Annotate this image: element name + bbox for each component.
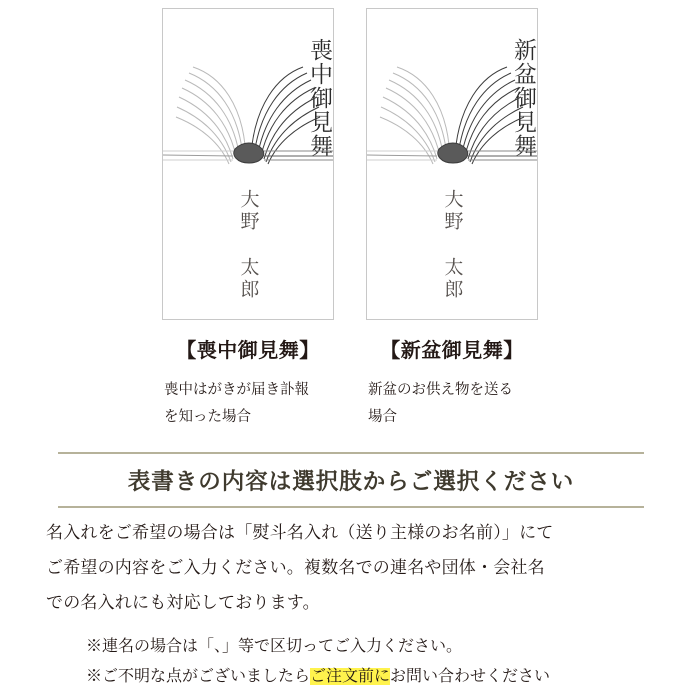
section-banner [58,452,644,508]
noshi-description-line-1: 新盆のお供え物を送る [368,382,513,398]
noshi-sender-name-text: 大野 太郎 [441,189,463,301]
noshi-description-line-2: 場合 [368,408,397,425]
body-line-2: ご希望の内容をご入力ください。複数名での連名や団体・会社名 [46,557,545,577]
noshi-description-line-2: を知った場合 [164,408,251,425]
section-banner-text: 表書きの内容は選択肢からご選択ください [127,469,575,494]
note-inquiry-highlight: ご注文前に [310,667,391,685]
noshi-description-line-1: 喪中はがきが届き訃報 [164,382,309,398]
noshi-card-mochu [158,8,338,431]
mizuhiki-icon [163,63,333,178]
body-line-3: での名入れにも対応しております。 [46,592,320,612]
noshi-caption: 【喪中御見舞】 [176,340,320,362]
noshi-card-list [0,8,700,431]
body-line-1: 名入れをご希望の場合は「熨斗名入れ（送り主様のお名前）」にて [46,523,554,542]
note-renmei: ※連名の場合は「、」等で区切ってご入力ください。 [86,638,463,655]
noshi-card-niibon [362,8,542,431]
noshi-title-text: 喪中御見舞 [307,38,332,158]
noshi-sender-name [367,189,537,301]
noshi-sender-name [163,189,333,301]
body-paragraph [46,516,660,621]
noshi-sender-name-text: 大野 太郎 [237,189,259,301]
note-inquiry [86,662,666,692]
noshi-description [368,377,536,431]
noshi-description [164,377,332,431]
note-inquiry-after: お問い合わせください [390,667,551,685]
mizuhiki-icon [367,63,537,178]
noshi-caption: 【新盆御見舞】 [380,340,524,362]
notes-block [86,632,666,691]
noshi-title-text: 新盆御見舞 [511,38,536,158]
noshi-envelope-preview [366,8,538,320]
note-inquiry-before: ※ご不明な点がございましたら [86,667,311,685]
noshi-envelope-preview [162,8,334,320]
